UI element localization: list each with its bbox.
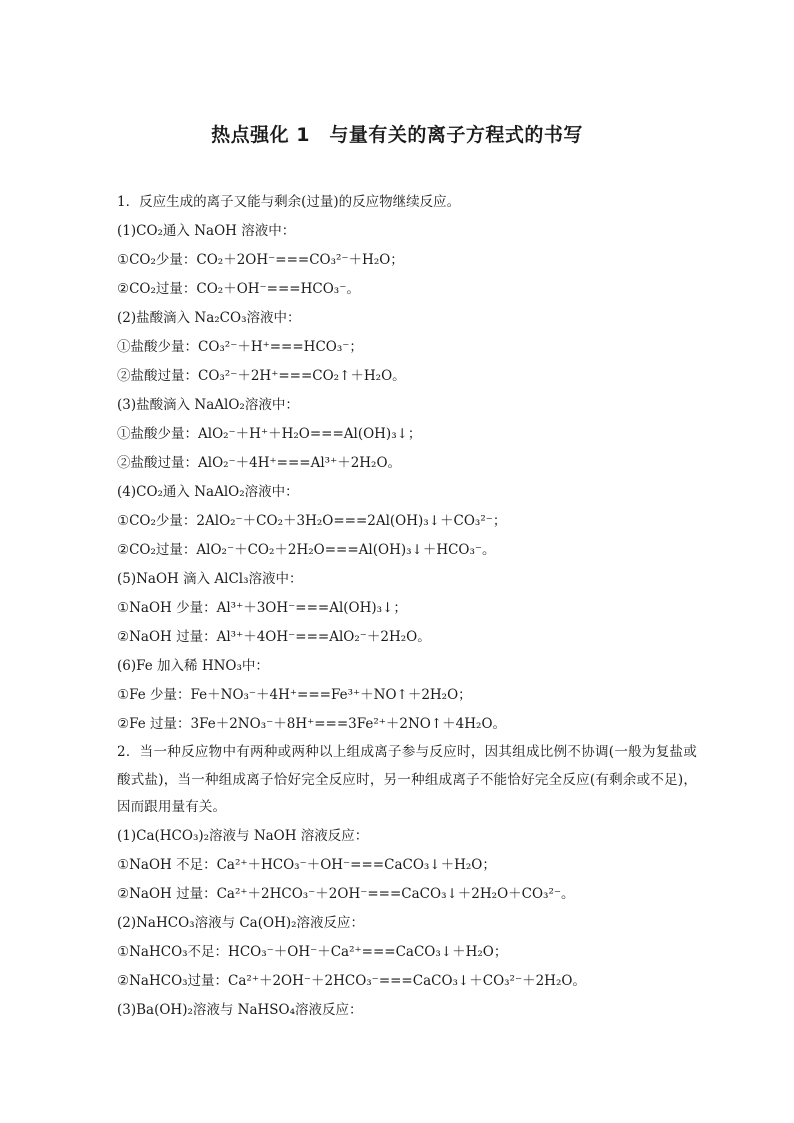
text-line: ①CO₂少量：CO₂＋2OH⁻===CO₃²⁻＋H₂O； [117,252,404,268]
text-line: (4)CO₂通入 NaAlO₂溶液中： [117,484,299,500]
text-line: ①盐酸少量：AlO₂⁻＋H⁺＋H₂O===Al(OH)₃↓； [117,426,422,442]
text-line: ②Fe 过量：3Fe＋2NO₃⁻＋8H⁺===3Fe²⁺＋2NO↑＋4H₂O。 [117,716,507,732]
text-line: ②CO₂过量：CO₂＋OH⁻===HCO₃⁻。 [117,281,360,297]
text-line: (3)盐酸滴入 NaAlO₂溶液中： [117,397,299,413]
text-line: ①NaHCO₃不足：HCO₃⁻＋OH⁻＋Ca²⁺===CaCO₃↓＋H₂O； [117,943,508,960]
text-line: (2)盐酸滴入 Na₂CO₃溶液中： [117,310,301,326]
text-line: (2)NaHCO₃溶液与 Ca(OH)₂溶液反应： [117,914,365,931]
text-line: (5)NaOH 滴入 AlCl₃溶液中： [117,571,303,587]
text-line: ①NaOH 少量：Al³⁺＋3OH⁻===Al(OH)₃↓； [117,600,407,616]
text-line: ②CO₂过量：AlO₂⁻＋CO₂＋2H₂O===Al(OH)₃↓＋HCO₃⁻。 [117,542,496,558]
text-line: ①NaOH 不足：Ca²⁺＋HCO₃⁻＋OH⁻===CaCO₃↓＋H₂O； [117,856,496,873]
section-heading: 1．反应生成的离子又能与剩余(过量)的反应物继续反应。 [117,194,461,210]
text-line: ②盐酸过量：AlO₂⁻＋4H⁺===Al³⁺＋2H₂O。 [117,455,402,471]
text-line: (1)Ca(HCO₃)₂溶液与 NaOH 溶液反应： [117,827,369,844]
page-title: 热点强化 1 与量有关的离子方程式的书写 [211,124,583,146]
text-line: (6)Fe 加入稀 HNO₃中： [117,658,269,674]
text-line: ②NaOH 过量：Ca²⁺＋2HCO₃⁻＋2OH⁻===CaCO₃↓＋2H₂O＋CO₃²⁻。 [117,885,575,902]
text-line: (1)CO₂通入 NaOH 溶液中： [117,223,296,239]
text-line: ①CO₂少量：2AlO₂⁻＋CO₂＋3H₂O===2Al(OH)₃↓＋CO₃²⁻； [117,513,507,529]
text-line: ②盐酸过量：CO₃²⁻＋2H⁺===CO₂↑＋H₂O。 [117,368,406,384]
text-line: ①盐酸少量：CO₃²⁻＋H⁺===HCO₃⁻； [117,339,363,355]
document-body [117,188,697,1025]
section-heading: 2．当一种反应物中有两种或两种以上组成离子参与反应时，因其组成比例不协调(一般为复盐或酸式盐)，当一种组成离子恰好完全反应时，另一种组成离子不能恰好完全反应(有剩余或不足)，因而跟用量有关。 [117,744,697,815]
text-line: ①Fe 少量：Fe＋NO₃⁻＋4H⁺===Fe³⁺＋NO↑＋2H₂O； [117,687,472,703]
text-line: (3)Ba(OH)₂溶液与 NaHSO₄溶液反应： [117,1001,363,1018]
text-line: ②NaOH 过量：Al³⁺＋4OH⁻===AlO₂⁻＋2H₂O。 [117,629,431,645]
text-line: ②NaHCO₃过量：Ca²⁺＋2OH⁻＋2HCO₃⁻===CaCO₃↓＋CO₃²⁻＋2H₂O。 [117,972,586,989]
